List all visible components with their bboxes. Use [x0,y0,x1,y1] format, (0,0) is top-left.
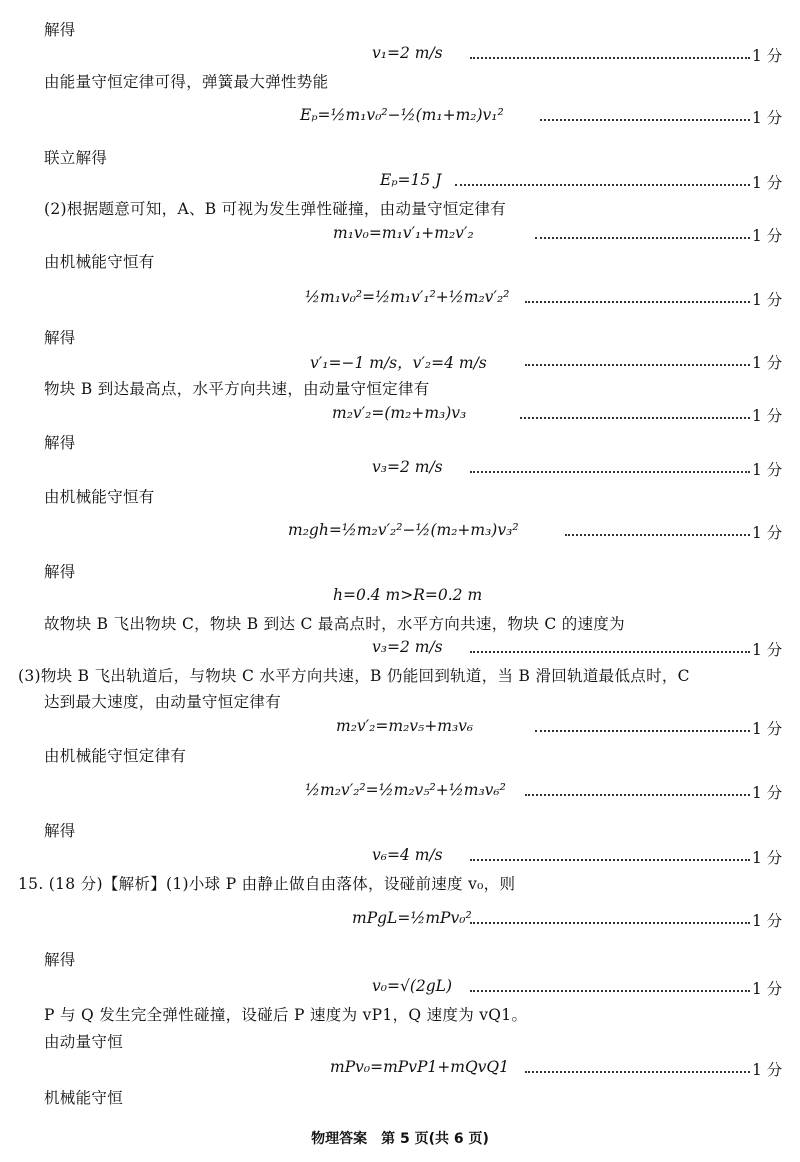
text-line: 机械能守恒 [44,1089,124,1107]
score: 1 分 [752,784,783,802]
equation: m₂v′₂=(m₂+m₃)v₃ [332,404,467,422]
dot-leader [470,638,750,653]
text-line: (2)根据题意可知，A、B 可视为发生弹性碰撞，由动量守恒定律有 [44,200,507,218]
equation-row [0,586,800,614]
equation-row [0,171,800,199]
equation-row [0,106,800,134]
text-line: 由机械能守恒定律有 [44,747,187,765]
equation: v′₁=−1 m/s，v′₂=4 m/s [310,354,487,372]
text-line: 达到最大速度，由动量守恒定律有 [44,693,282,711]
solve-label: 解得 [44,822,76,840]
dot-leader [525,1058,750,1073]
equation-row [0,781,800,809]
equation-row [0,638,800,666]
dot-leader [470,909,750,924]
score: 1 分 [752,849,783,867]
solve-label: 解得 [44,329,76,347]
text-line: 由能量守恒定律可得，弹簧最大弹性势能 [44,73,329,91]
dot-leader [470,977,750,992]
dot-leader [470,44,750,59]
solve-label: 解得 [44,951,76,969]
equation-row [0,717,800,745]
equation: m₂v′₂=m₂v₅+m₃v₆ [336,717,474,735]
dot-leader [520,404,750,419]
score: 1 分 [752,407,783,425]
equation: Eₚ=15 J [380,171,442,189]
text-line: 联立解得 [44,149,108,167]
equation: m₁v₀=m₁v′₁+m₂v′₂ [333,224,474,242]
score: 1 分 [752,461,783,479]
score: 1 分 [752,227,783,245]
equation-row [0,1058,800,1086]
question-header: 15. (18 分)【解析】(1)小球 P 由静止做自由落体，设碰前速度 v₀，则 [18,875,516,893]
equation-row [0,288,800,316]
dot-leader [565,521,750,536]
equation-row [0,224,800,252]
dot-leader [535,717,750,732]
equation: ½m₂v′₂²=½m₂v₅²+½m₃v₆² [305,781,506,799]
score: 1 分 [752,174,783,192]
score: 1 分 [752,109,783,127]
equation-row [0,404,800,432]
dot-leader [540,106,750,121]
equation: v₀=√(2gL) [372,977,453,995]
dot-leader [470,846,750,861]
text-line: 由机械能守恒有 [44,488,155,506]
equation: v₃=2 m/s [372,638,443,656]
text-line: 物块 B 到达最高点，水平方向共速，由动量守恒定律有 [44,380,430,398]
dot-leader [470,458,750,473]
solve-label: 解得 [44,21,76,39]
equation: v₃=2 m/s [372,458,443,476]
score: 1 分 [752,980,783,998]
equation-row [0,846,800,874]
equation-row [0,977,800,1005]
solve-label: 解得 [44,434,76,452]
page-footer: 物理答案 第 5 页(共 6 页) [311,1131,489,1147]
dot-leader [525,288,750,303]
equation: Eₚ=½m₁v₀²−½(m₁+m₂)v₁² [300,106,504,124]
text-line: 故物块 B 飞出物块 C，物块 B 到达 C 最高点时，水平方向共速，物块 C 的速度为 [44,615,625,633]
dot-leader [535,224,750,239]
dot-leader [525,351,750,366]
score: 1 分 [752,912,783,930]
text-line: P 与 Q 发生完全弹性碰撞，设碰后 P 速度为 vP1，Q 速度为 vQ1。 [44,1006,528,1024]
dot-leader [455,171,750,186]
text-line: 由机械能守恒有 [44,253,155,271]
equation-row [0,458,800,486]
text-line: 由动量守恒 [44,1033,124,1051]
dot-leader [525,781,750,796]
equation-row [0,351,800,379]
score: 1 分 [752,524,783,542]
equation: mPgL=½mPv₀² [352,909,472,927]
equation-row [0,909,800,937]
equation: h=0.4 m>R=0.2 m [333,586,483,604]
equation: m₂gh=½m₂v′₂²−½(m₂+m₃)v₃² [288,521,519,539]
score: 1 分 [752,641,783,659]
equation-row [0,521,800,549]
score: 1 分 [752,47,783,65]
equation: ½m₁v₀²=½m₁v′₁²+½m₂v′₂² [305,288,510,306]
text-line: (3)物块 B 飞出轨道后，与物块 C 水平方向共速，B 仍能回到轨道，当 B 滑回轨道最低点时，C [18,667,690,685]
equation: v₁=2 m/s [372,44,443,62]
equation: mPv₀=mPvP1+mQvQ1 [330,1058,509,1076]
score: 1 分 [752,720,783,738]
equation: v₆=4 m/s [372,846,443,864]
score: 1 分 [752,291,783,309]
solve-label: 解得 [44,563,76,581]
equation-row [0,44,800,72]
score: 1 分 [752,354,783,372]
score: 1 分 [752,1061,783,1079]
